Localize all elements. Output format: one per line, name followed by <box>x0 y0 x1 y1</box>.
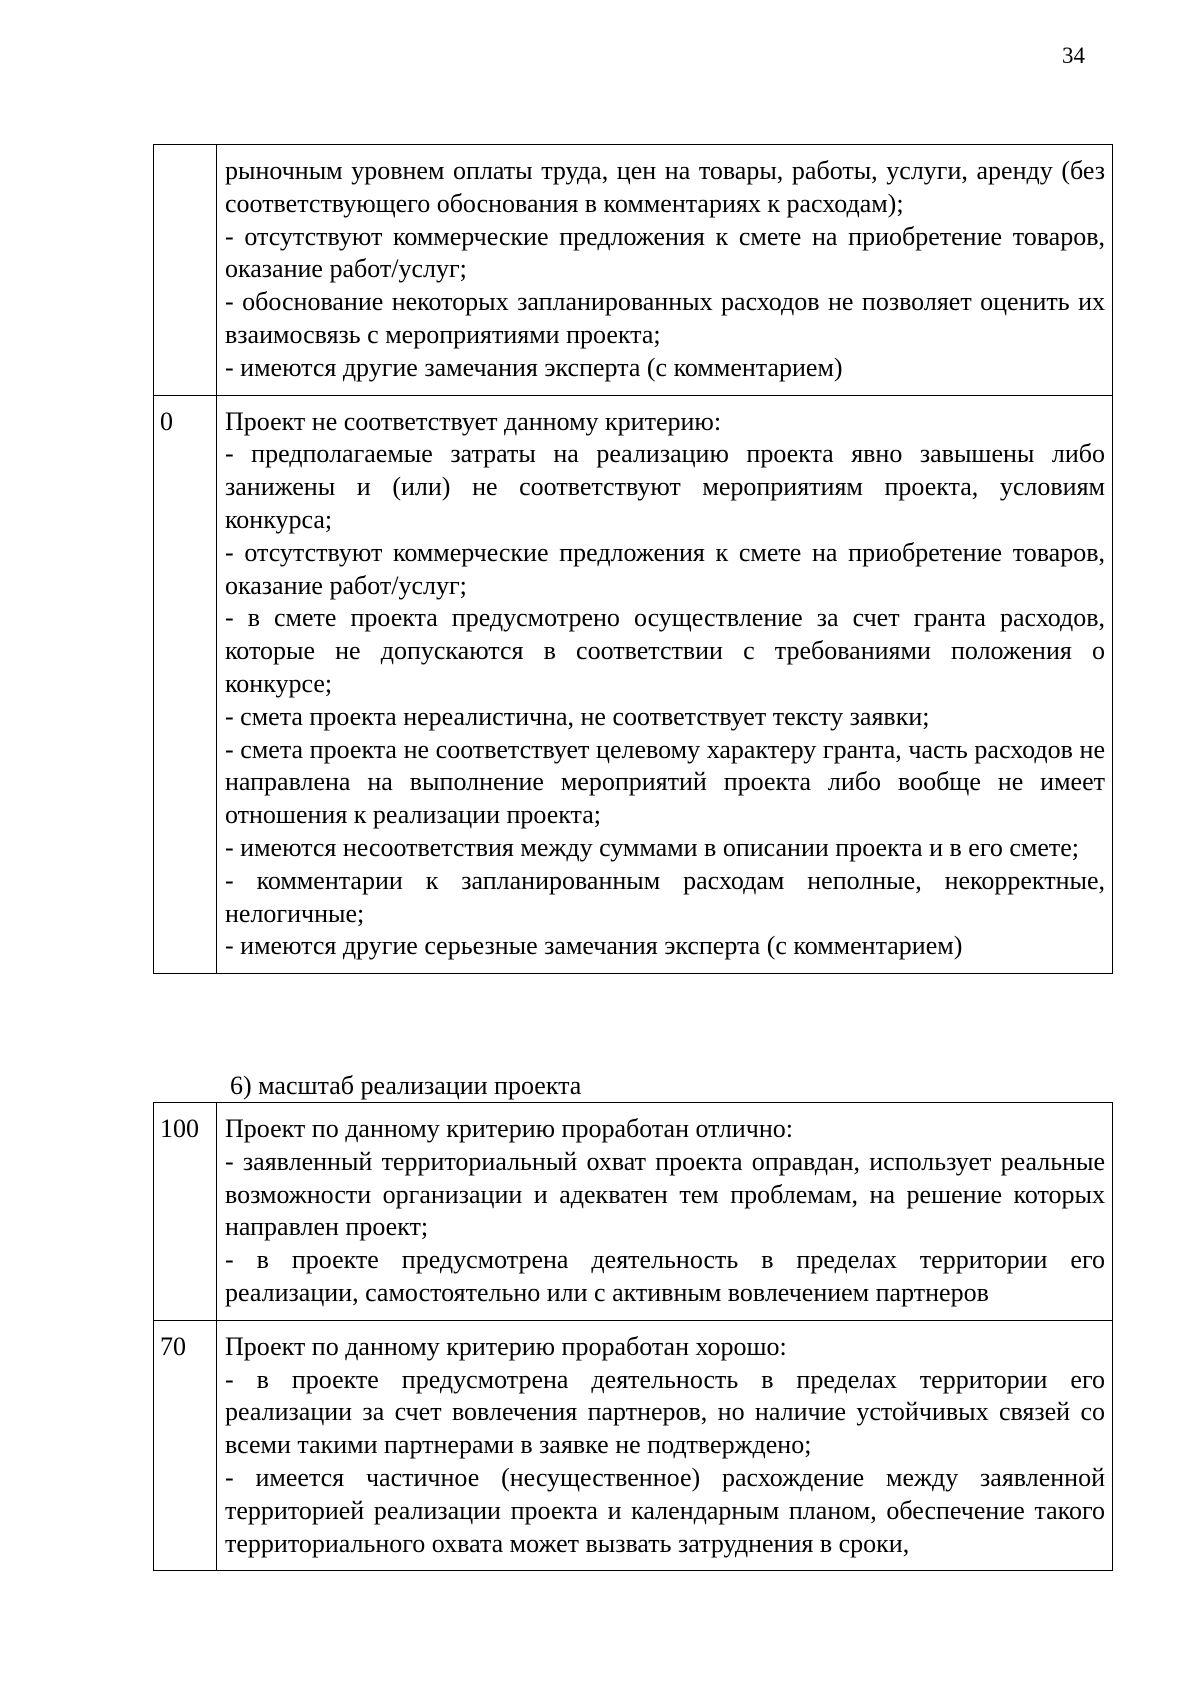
criteria-paragraph: Проект по данному критерию проработан хорошо: <box>225 1331 787 1361</box>
table-row <box>154 145 1113 396</box>
criteria-paragraph: рыночным уровнем оплаты труда, цен на товары, работы, услуги, аренду (без соответствующего обоснования в комментариях к расходам); <box>225 156 1105 218</box>
table-row <box>154 1320 1113 1571</box>
criteria-description-cell <box>217 145 1113 396</box>
criteria-paragraph: Проект не соответствует данному критерию: <box>225 406 722 436</box>
criteria-paragraph: - отсутствуют коммерческие предложения к смете на приобретение товаров, оказание работ/услуг; <box>225 221 1105 284</box>
criteria-paragraph: - в смете проекта предусмотрено осуществление за счет гранта расходов, которые не допускаются в соответствии с требованиями положения о конкурсе; <box>225 603 1105 698</box>
criteria-paragraph: - заявленный территориальный охват проекта оправдан, использует реальные возможности организации и адекватен тем проблемам, на решение которых направлен проект; <box>225 1146 1105 1242</box>
criteria-description-cell <box>217 1320 1113 1571</box>
table-row <box>154 395 1113 974</box>
page-number: 34 <box>1062 43 1085 68</box>
criteria-description-cell <box>217 1103 1113 1321</box>
criteria-table-scale <box>153 1102 1113 1571</box>
criteria-paragraph: - смета проекта нереалистична, не соответствует тексту заявки; <box>225 701 930 731</box>
criteria-paragraph: - комментарии к запланированным расходам неполные, некорректные, нелогичные; <box>225 865 1105 928</box>
criteria-paragraph: - в проекте предусмотрена деятельность в пределах территории его реализации за счет вовлечения партнеров, но наличие устойчивых связей со всеми такими партнерами в заявке не подтверждено; <box>225 1364 1105 1460</box>
criteria-description-cell <box>217 395 1113 974</box>
criteria-paragraph: - смета проекта не соответствует целевому характеру гранта, часть расходов не направлена на выполнение мероприятий проекта либо вообще не имеет отношения к реализации проекта; <box>225 734 1105 830</box>
criteria-paragraph: - отсутствуют коммерческие предложения к смете на приобретение товаров, оказание работ/услуг; <box>225 537 1105 600</box>
table-row <box>154 1103 1113 1321</box>
criteria-paragraph: - обоснование некоторых запланированных расходов не позволяет оценить их взаимосвязь с мероприятиями проекта; <box>225 287 1105 349</box>
criteria-table-budget <box>153 144 1113 974</box>
criteria-paragraph: - имеются другие замечания эксперта (с комментарием) <box>225 352 843 382</box>
criteria-paragraph: - предполагаемые затраты на реализацию проекта явно завышены либо занижены и (или) не соответствуют мероприятиям проекта, условиям конкурса; <box>225 439 1105 534</box>
criteria-paragraph: - имеются другие серьезные замечания эксперта (с комментарием) <box>225 931 963 961</box>
criteria-paragraph: - имеются несоответствия между суммами в описании проекта и в его смете; <box>225 832 1079 862</box>
section-heading: 6) масштаб реализации проекта <box>230 1071 582 1100</box>
score-cell: 0 <box>154 395 217 974</box>
score-cell: 100 <box>154 1103 217 1321</box>
criteria-paragraph: - в проекте предусмотрена деятельность в пределах территории его реализации, самостоятельно или с активным вовлечением партнеров <box>225 1245 1105 1307</box>
criteria-paragraph: - имеется частичное (несущественное) расхождение между заявленной территорией реализации проекта и календарным планом, обеспечение такого территориального охвата может вызвать затруднения в сроки, <box>225 1462 1105 1558</box>
score-cell <box>154 145 217 396</box>
score-cell: 70 <box>154 1320 217 1571</box>
criteria-paragraph: Проект по данному критерию проработан отлично: <box>225 1114 793 1143</box>
